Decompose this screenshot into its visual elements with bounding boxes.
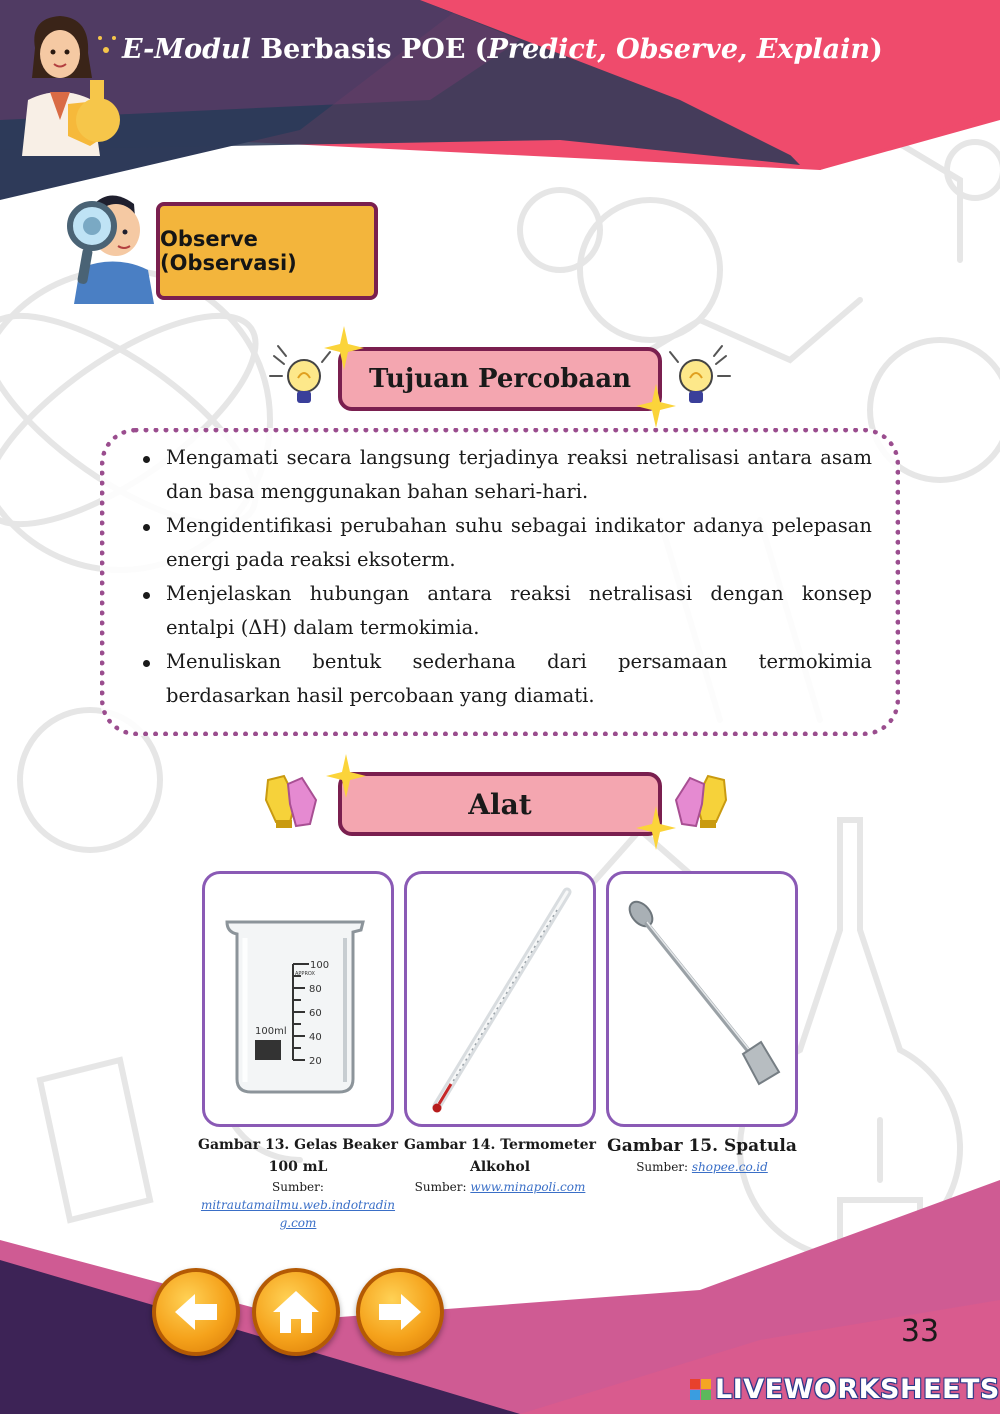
tujuan-list-item: Mengidentifikasi perubahan suhu sebagai indikator adanya pelepasan energi pada reaksi eksoterm. [140, 509, 872, 577]
spatula-caption-title: Gambar 15. Spatula [607, 1136, 797, 1156]
previous-page-button[interactable] [152, 1268, 240, 1356]
arrow-right-icon [373, 1285, 427, 1339]
page-number: 33 [900, 1314, 940, 1349]
tujuan-heading-pill [338, 347, 662, 411]
beaker-mark: 40 [309, 1032, 322, 1043]
gloves-icon [664, 770, 730, 834]
page-header-title [122, 34, 883, 65]
thermometer-caption [400, 1134, 600, 1196]
gloves-icon [262, 770, 328, 834]
spatula-caption [602, 1134, 802, 1176]
thermometer-source-link[interactable]: www.minapoli.com [470, 1180, 586, 1194]
beaker-mark: 60 [309, 1008, 322, 1019]
beaker-image [205, 874, 391, 1124]
header-title-middle: Berbasis POE ( [250, 34, 488, 65]
section-observe-label [156, 202, 378, 300]
lightbulb-icon [662, 338, 732, 414]
beaker-caption [198, 1134, 398, 1232]
magnifier-kid-illustration [62, 186, 158, 304]
home-button[interactable] [252, 1268, 340, 1356]
spatula-image [609, 874, 795, 1124]
tujuan-list-item: Menjelaskan hubungan antara reaksi netralisasi dengan konsep entalpi (ΔH) dalam termokimia. [140, 577, 872, 645]
beaker-mark: 100 [310, 960, 330, 971]
tujuan-list-item: Mengamati secara langsung terjadinya reaksi netralisasi antara asam dan basa menggunakan bahan sehari-hari. [140, 441, 872, 509]
beaker-caption-title: Gambar 13. Gelas Beaker 100 mL [198, 1137, 398, 1175]
beaker-source-label: Sumber: [272, 1180, 324, 1194]
alat-heading-text: Alat [468, 787, 532, 821]
thermometer-source-label: Sumber: [414, 1180, 467, 1194]
beaker-image-card [202, 871, 394, 1127]
alat-heading-pill [338, 772, 662, 836]
liveworksheets-logo [690, 1372, 1000, 1406]
header-title-end: ) [870, 34, 883, 65]
tujuan-heading-text: Tujuan Percobaan [368, 364, 632, 394]
beaker-mark: 20 [309, 1056, 322, 1067]
beaker-size-label: 100ml [255, 1026, 287, 1037]
tujuan-list [140, 441, 872, 713]
liveworksheets-wordmark: LIVEWORKSHEETS [715, 1373, 1000, 1405]
thermometer-image [407, 874, 593, 1124]
header-title-poe: Predict, Observe, Explain [487, 34, 871, 65]
spatula-image-card [606, 871, 798, 1127]
spatula-source-label: Sumber: [636, 1160, 689, 1174]
beaker-source-link[interactable]: mitrautamailmu.web.indotrading.com [200, 1198, 396, 1230]
header-title-emodul: E-Modul [122, 34, 251, 65]
sparkle-icon [324, 326, 364, 370]
section-observe-text: Observe (Observasi) [160, 227, 297, 275]
scientist-illustration [10, 8, 120, 156]
liveworksheets-mark-icon [690, 1379, 711, 1400]
thermometer-caption-title: Gambar 14. Termometer Alkohol [404, 1137, 596, 1175]
arrow-left-icon [169, 1285, 223, 1339]
beaker-mark: 80 [309, 984, 322, 995]
home-icon [269, 1285, 323, 1339]
spatula-source-link[interactable]: shopee.co.id [691, 1160, 768, 1174]
tujuan-list-item: Menuliskan bentuk sederhana dari persamaan termokimia berdasarkan hasil percobaan yang diamati. [140, 645, 872, 713]
sparkle-icon [326, 754, 366, 798]
next-page-button[interactable] [356, 1268, 444, 1356]
beaker-mark: APPROX [295, 971, 315, 977]
thermometer-image-card [404, 871, 596, 1127]
